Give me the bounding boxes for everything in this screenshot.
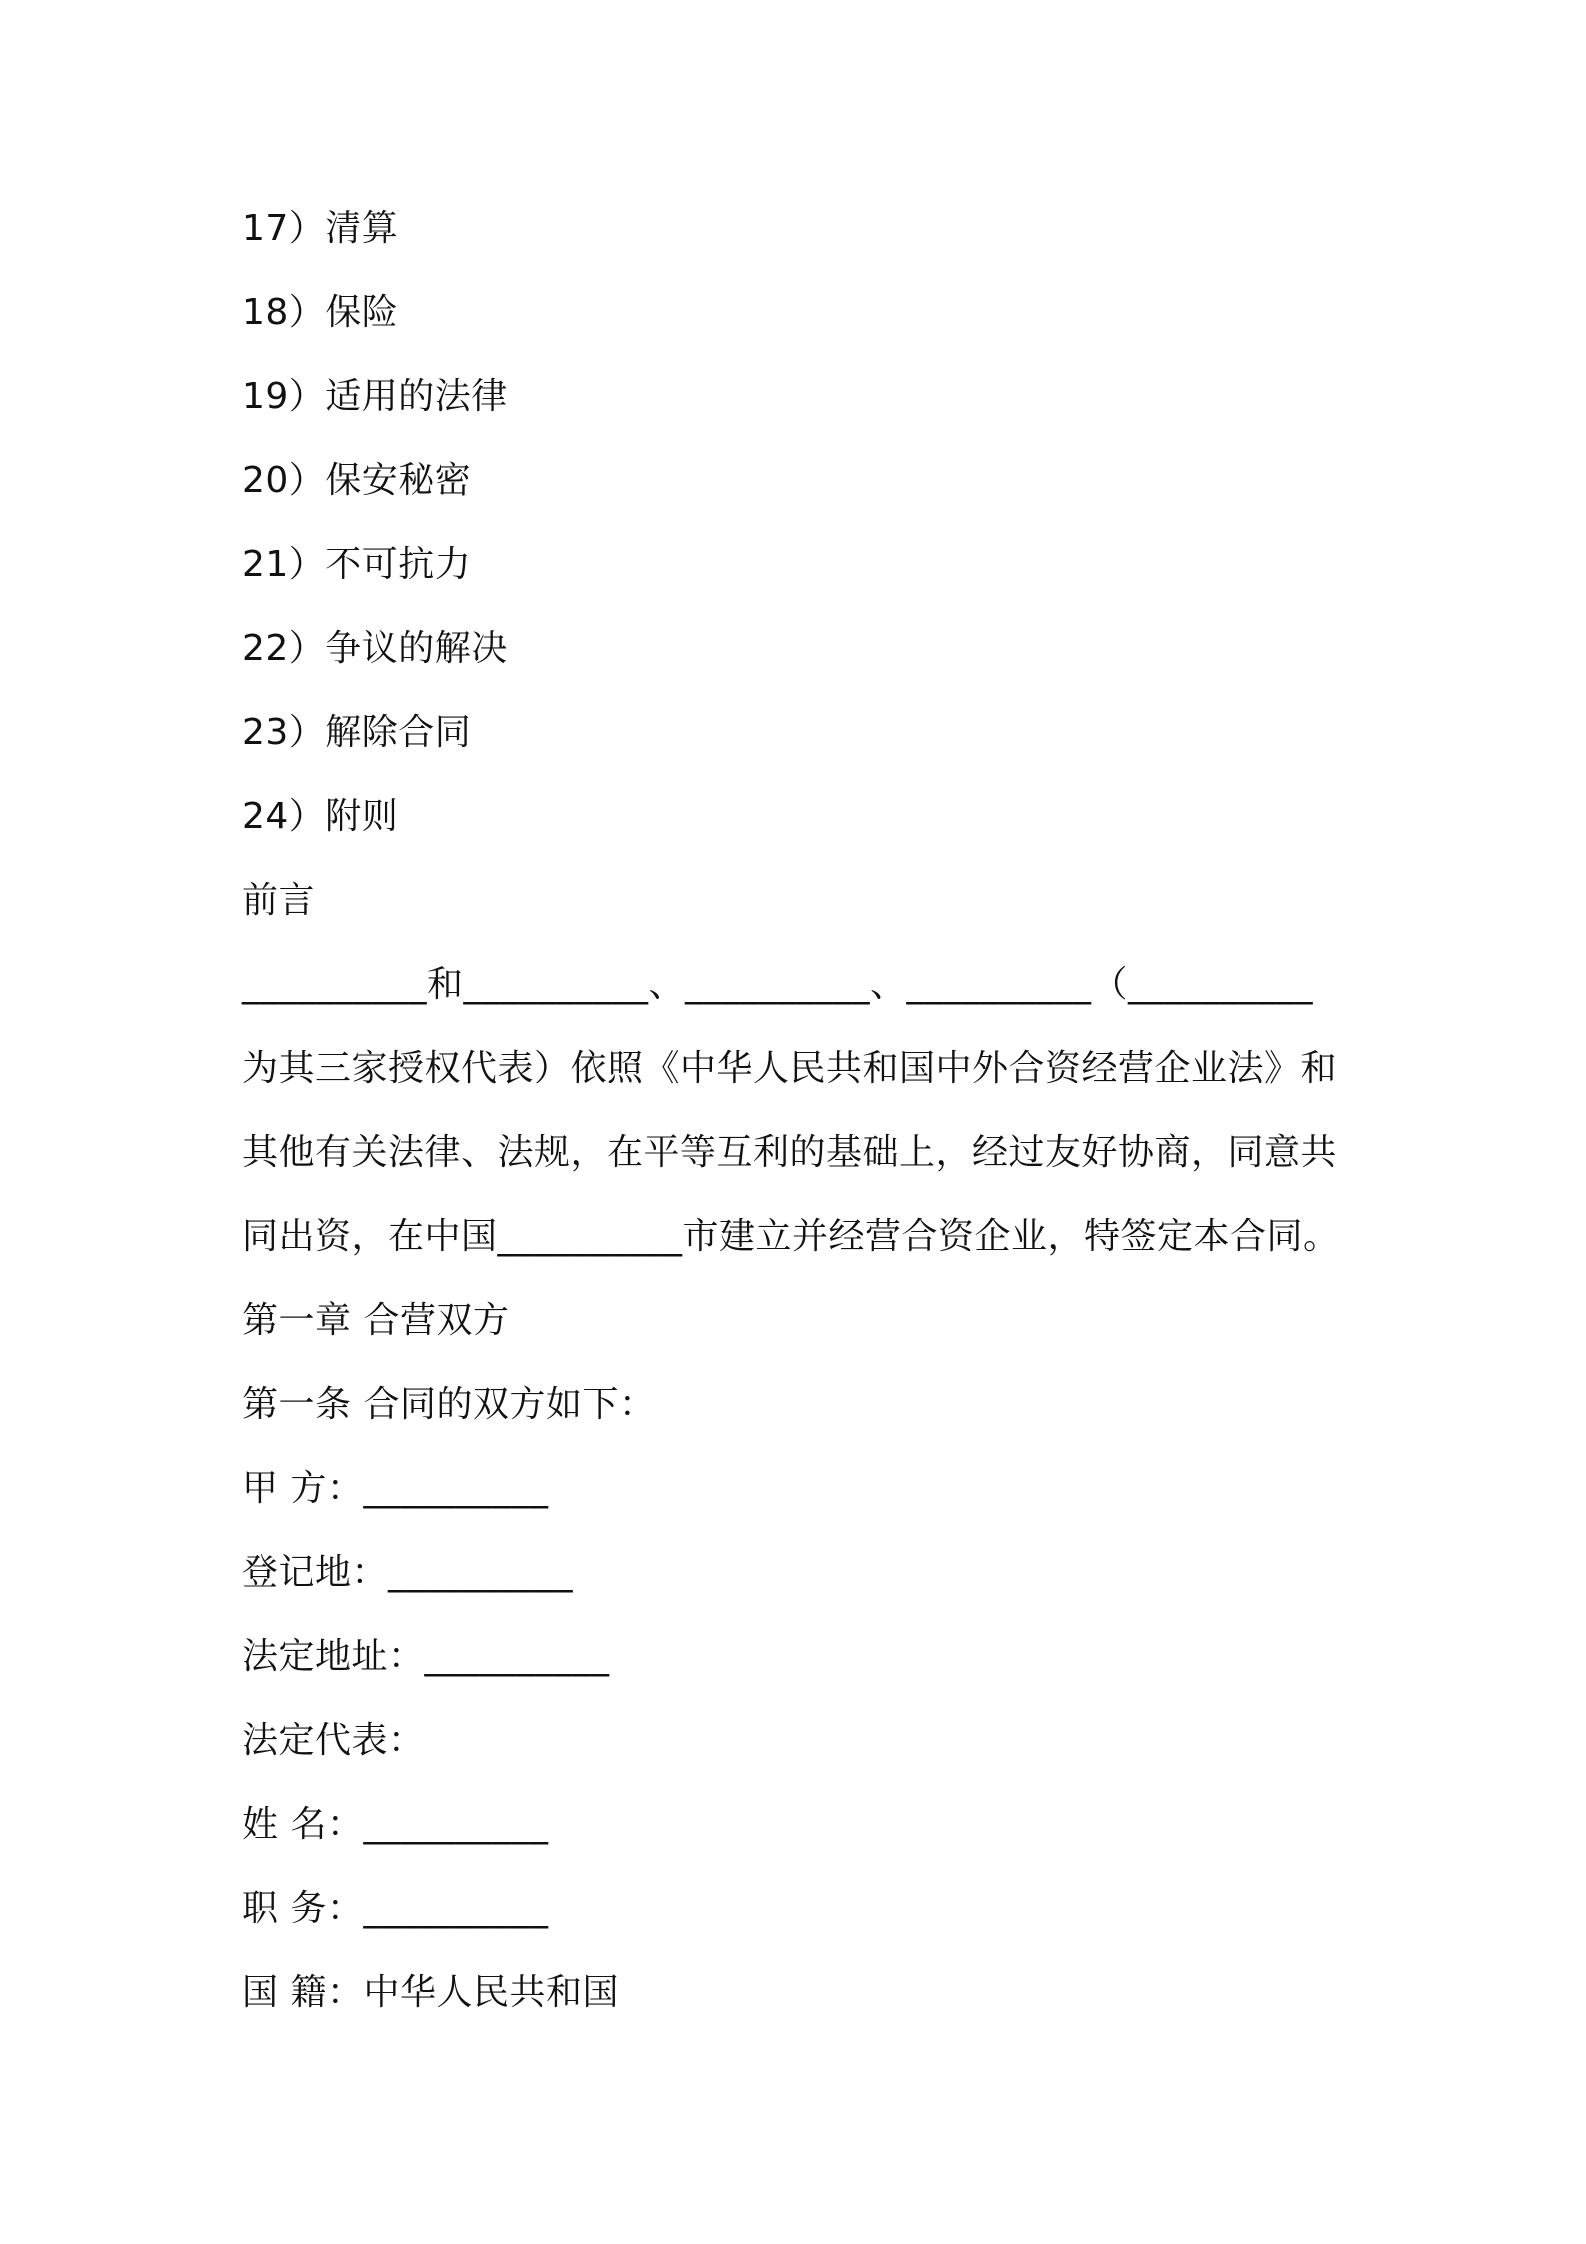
toc-item-19: 19）适用的法律 <box>242 376 508 417</box>
party-a-field: 甲 方：__________ <box>242 1468 549 1509</box>
registration-field: 登记地：__________ <box>242 1552 574 1593</box>
toc-item-18: 18）保险 <box>242 292 399 333</box>
preface-line-2: 为其三家授权代表）依照《中华人民共和国中外合资经营企业法》和 <box>242 1048 1338 1089</box>
article-heading: 第一条 合同的双方如下： <box>242 1384 656 1425</box>
toc-item-24: 24）附则 <box>242 796 399 837</box>
preface-line-3: 其他有关法律、法规，在平等互利的基础上，经过友好协商，同意共 <box>242 1132 1338 1173</box>
legal-address-field: 法定地址：__________ <box>242 1636 610 1677</box>
name-field: 姓 名：__________ <box>242 1804 549 1845</box>
preface-line-4: 同出资，在中国__________市建立并经营合资企业，特签定本合同。 <box>242 1216 1340 1257</box>
nationality-field: 国 籍：中华人民共和国 <box>242 1972 619 2013</box>
preface-line-1: __________和__________、__________、__________（__________ <box>242 964 1313 1005</box>
toc-item-21: 21）不可抗力 <box>242 544 472 585</box>
chapter-heading: 第一章 合营双方 <box>242 1300 510 1341</box>
toc-item-20: 20）保安秘密 <box>242 460 472 501</box>
toc-item-22: 22）争议的解决 <box>242 628 508 669</box>
toc-item-23: 23）解除合同 <box>242 712 472 753</box>
preface-heading: 前言 <box>242 880 316 921</box>
toc-item-17: 17）清算 <box>242 208 399 249</box>
legal-representative-label: 法定代表： <box>242 1720 425 1761</box>
position-field: 职 务：__________ <box>242 1888 549 1929</box>
